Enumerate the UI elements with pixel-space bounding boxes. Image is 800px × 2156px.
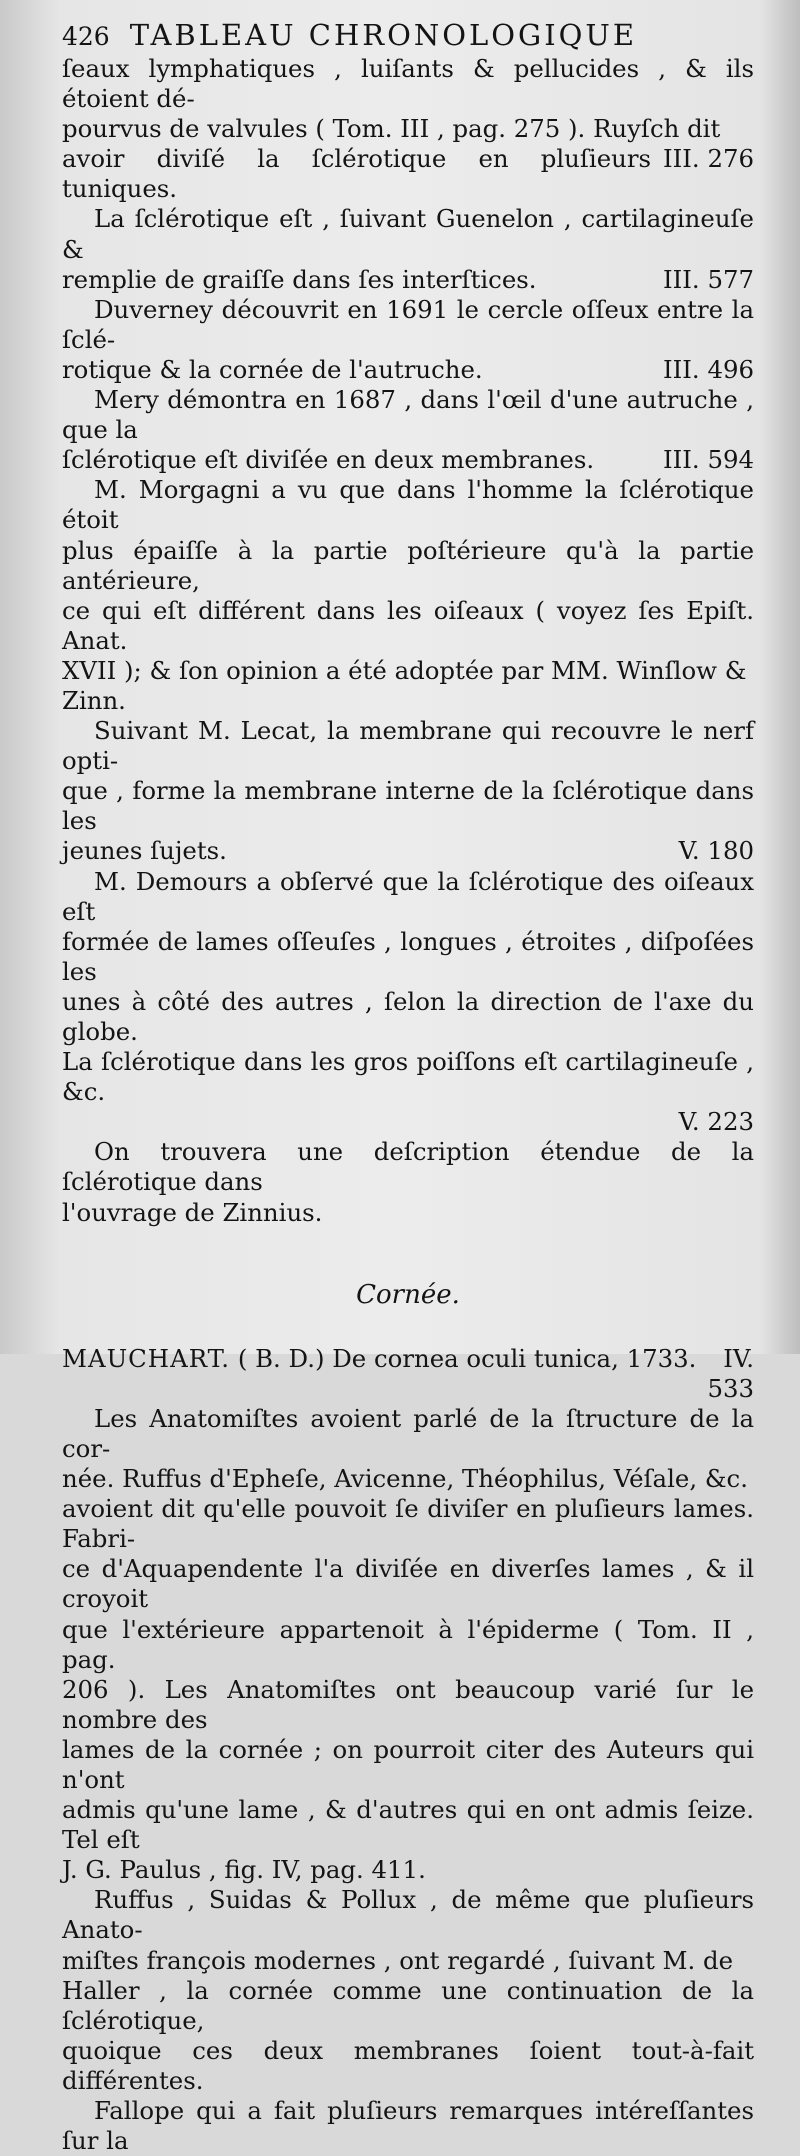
running-title: TABLEAU CHRONOLOGIQUE: [129, 18, 638, 52]
text-line: l'ouvrage de Zinnius.: [62, 1197, 323, 1227]
text-line: plus épaiſſe à la partie poſtérieure qu'à la partie antérieure,: [62, 535, 754, 595]
entry-page: 533: [707, 1373, 754, 1403]
text-line: remplie de graiſſe dans ſes interſtices.: [62, 264, 537, 294]
text-line: XVII ); & ſon opinion a été adoptée par MM. Winſlow &: [62, 655, 747, 685]
text-line: Suivant M. Lecat, la membrane qui recouvre le nerf opti-: [62, 716, 754, 776]
volume-reference: III. 276: [663, 144, 754, 174]
entry-volume: IV.: [723, 1343, 754, 1373]
text-line: J. G. Paulus , fig. IV, pag. 411.: [62, 1855, 426, 1885]
text-line: pourvus de valvules ( Tom. III , pag. 275 ). Ruyſch dit: [62, 114, 721, 144]
duverney-paragraph: [62, 295, 754, 385]
text-line: Mery démontra en 1687 , dans l'œil d'une autruche , que la: [62, 385, 754, 445]
sclerotique-paragraph: [62, 54, 754, 204]
volume-reference: V. 223: [678, 1107, 754, 1137]
anatomistes-paragraph: [62, 1404, 754, 1886]
text-line: On trouvera une deſcription étendue de la ſclérotique dans: [62, 1137, 754, 1197]
volume-reference: III. 496: [663, 354, 754, 384]
bibliography-entry: [62, 1344, 754, 1404]
guenelon-paragraph: [62, 204, 754, 294]
text-line: La ſclérotique eſt , ſuivant Guenelon , cartilagineuſe &: [62, 204, 754, 264]
text-line: Les Anatomiſtes avoient parlé de la ſtructure de la cor-: [62, 1403, 754, 1463]
text-line: née. Ruffus d'Epheſe, Avicenne, Théophilus, Véſale, &c.: [62, 1464, 748, 1494]
text-line: ſeaux lymphatiques , luiſants & pellucides , & ils étoient dé-: [62, 54, 754, 114]
demours-paragraph: [62, 867, 754, 1138]
entry-author: MAUCHART.: [62, 1343, 231, 1373]
text-line: ce qui eſt différent dans les oiſeaux ( voyez ſes Epiſt. Anat.: [62, 595, 754, 655]
text-line: ſclérotique eſt diviſée en deux membranes.: [62, 445, 595, 475]
volume-reference: V. 180: [678, 836, 754, 866]
text-line: Fallope qui a fait pluſieurs remarques intéreſſantes ſur la: [62, 2096, 754, 2156]
text-line: ce d'Aquapendente l'a diviſée en diverſes lames , & il croyoit: [62, 1554, 754, 1614]
text-line: M. Morgagni a vu que dans l'homme la ſclérotique étoit: [62, 475, 754, 535]
text-line: que l'extérieure appartenoit à l'épiderme ( Tom. II , pag.: [62, 1614, 754, 1674]
text-line: avoient dit qu'elle pouvoit ſe diviſer en pluſieurs lames. Fabri-: [62, 1494, 754, 1554]
text-line: 206 ). Les Anatomiſtes ont beaucoup varié ſur le nombre des: [62, 1674, 754, 1734]
text-line: Zinn.: [62, 685, 126, 715]
running-header: [62, 18, 754, 52]
text-line: que , forme la membrane interne de la ſclérotique dans les: [62, 776, 754, 836]
section-title: Cornée.: [356, 1279, 460, 1310]
entry-sigil: ( B. D.): [237, 1343, 325, 1373]
text-line: formée de lames oſſeuſes , longues , étroites , diſpoſées les: [62, 926, 754, 986]
morgagni-paragraph: [62, 475, 754, 716]
mery-paragraph: [62, 385, 754, 475]
text-line: jeunes ſujets.: [62, 836, 227, 866]
text-line: quoique ces deux membranes ſoient tout-à-fait différentes.: [62, 2035, 754, 2095]
lecat-paragraph: [62, 716, 754, 866]
text-line: lames de la cornée ; on pourroit citer des Auteurs qui n'ont: [62, 1734, 754, 1794]
text-line: La ſclérotique dans les gros poiſſons eſt cartilagineuſe , &c.: [62, 1047, 754, 1107]
text-line: Ruffus , Suidas & Pollux , de même que pluſieurs Anato-: [62, 1885, 754, 1945]
entry-title: De cornea oculi tunica, 1733.: [332, 1343, 697, 1373]
page-number: 426: [62, 22, 110, 51]
text-line: rotique & la cornée de l'autruche.: [62, 354, 483, 384]
text-line: miſtes françois modernes , ont regardé , ſuivant M. de: [62, 1945, 734, 1975]
text-line: M. Demours a obſervé que la ſclérotique des oiſeaux eſt: [62, 866, 754, 926]
text-line: Duverney découvrit en 1691 le cercle oſſeux entre la ſclé-: [62, 294, 754, 354]
ruffus-paragraph: [62, 1885, 754, 2156]
text-line: Haller , la cornée comme une continuation de la ſclérotique,: [62, 1975, 754, 2035]
text-line: avoir diviſé la ſclérotique en pluſieurs tuniques.: [62, 144, 652, 204]
volume-reference: III. 577: [663, 264, 754, 294]
volume-reference: III. 594: [663, 445, 754, 475]
text-line: admis qu'une lame , & d'autres qui en ont admis ſeize. Tel eſt: [62, 1795, 754, 1855]
zinnius-paragraph: [62, 1137, 754, 1227]
text-line: unes à côté des autres , ſelon la direction de l'axe du globe.: [62, 986, 754, 1046]
